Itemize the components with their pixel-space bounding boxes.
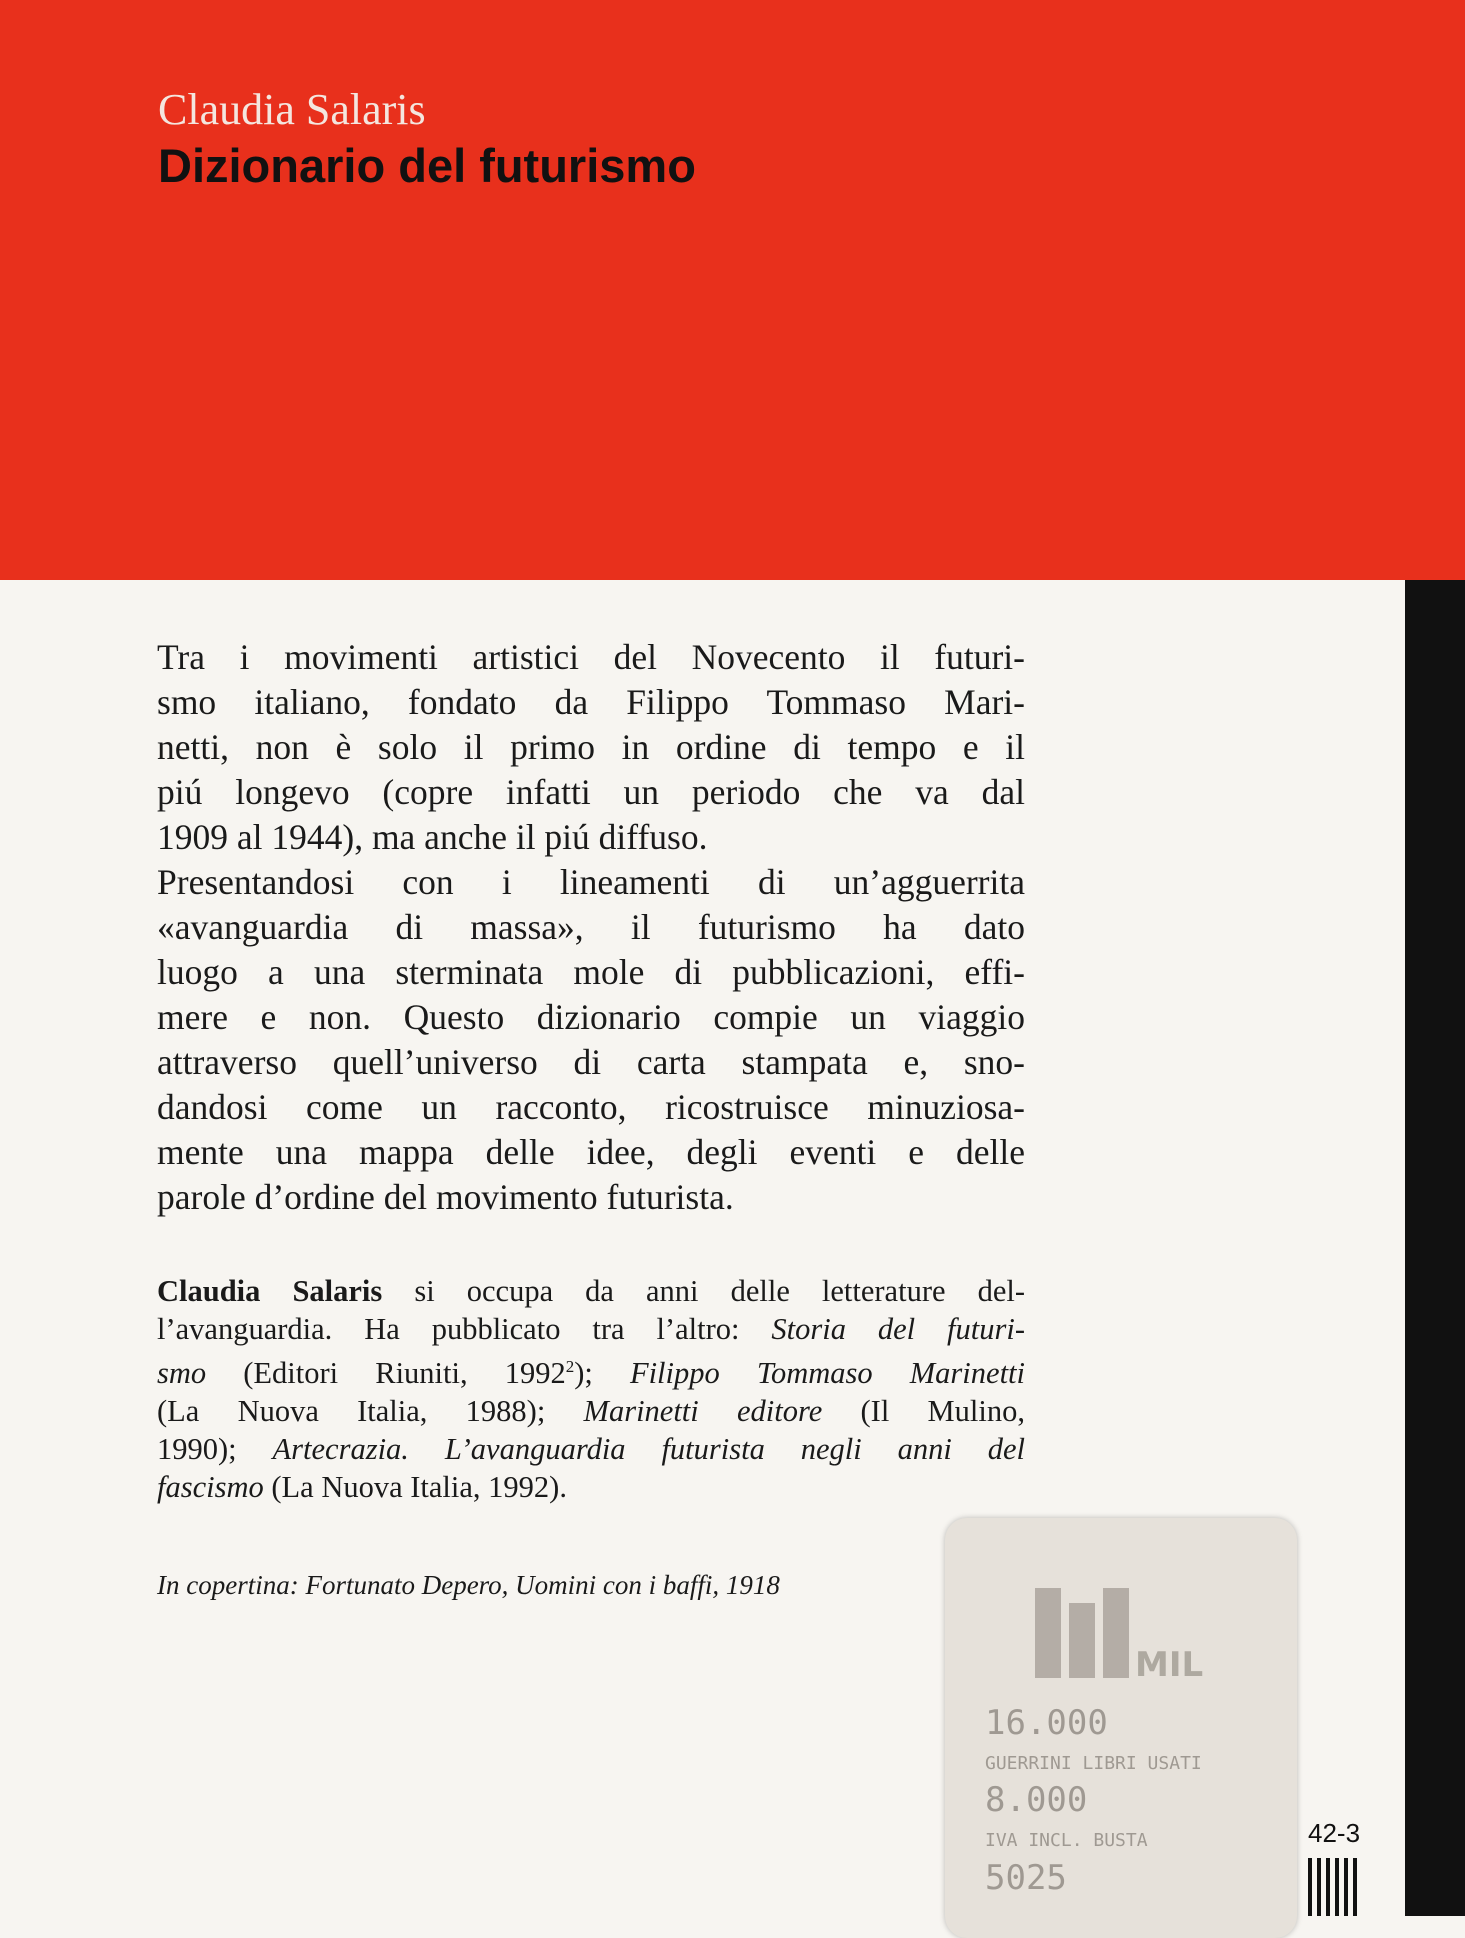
price-sticker bbox=[945, 1518, 1297, 1938]
description-line: piú longevo (copre infatti un periodo che va dal bbox=[157, 772, 1025, 812]
bio-line bbox=[157, 1272, 1025, 1310]
description-line: Tra i movimenti artistici del Novecento il futuri- bbox=[157, 637, 1025, 677]
bio-text: ); bbox=[574, 1356, 630, 1391]
description-line: dandosi come un racconto, ricostruisce minuziosa- bbox=[157, 1087, 1025, 1127]
description-line: parole d’ordine del movimento futurista. bbox=[157, 1177, 734, 1217]
description-line: Presentandosi con i lineamenti di un’agguerrita bbox=[157, 862, 1025, 902]
bio-book-title: Artecrazia. L’avanguardia futurista negli anni del bbox=[272, 1432, 1025, 1467]
bio-author-name: Claudia Salaris bbox=[157, 1274, 383, 1308]
bio-line bbox=[157, 1430, 1025, 1468]
bio-book-title: fascismo bbox=[157, 1470, 264, 1505]
bio-text: si occupa da anni delle letterature del- bbox=[382, 1274, 1025, 1308]
description-line: «avanguardia di massa», il futurismo ha dato bbox=[157, 907, 1025, 947]
bookshop-logo bbox=[1035, 1588, 1205, 1688]
description-paragraph bbox=[157, 635, 1025, 1220]
bio-book-title: Marinetti editore bbox=[583, 1394, 823, 1429]
bio-line bbox=[157, 1348, 1025, 1392]
bio-line bbox=[157, 1392, 1025, 1430]
barcode bbox=[1308, 1858, 1360, 1916]
cover-art-credit: In copertina: Fortunato Depero, Uomini con i baffi, 1918 bbox=[157, 1570, 780, 1600]
description-line: smo italiano, fondato da Filippo Tommaso Mari- bbox=[157, 682, 1025, 722]
author-bio-paragraph bbox=[157, 1272, 1025, 1506]
bio-text: l’avanguardia. Ha pubblicato tra l’altro: bbox=[157, 1312, 772, 1346]
stamp-vat-line: IVA INCL. BUSTA bbox=[985, 1830, 1148, 1851]
bio-book-title: smo bbox=[157, 1356, 207, 1391]
description-line: mente una mappa delle idee, degli eventi e delle bbox=[157, 1132, 1025, 1172]
description-line: attraverso quell’universo di carta stampata e, sno- bbox=[157, 1042, 1025, 1082]
bio-text: (Editori Riuniti, 1992 bbox=[206, 1356, 566, 1391]
stamp-price-line: 16.000 bbox=[985, 1703, 1108, 1743]
description-line: luogo a una sterminata mole di pubblicazioni, effi- bbox=[157, 952, 1025, 992]
black-spine-strip bbox=[1405, 580, 1465, 1916]
bio-line bbox=[157, 1468, 1025, 1506]
bio-text: (Il Mulino, bbox=[822, 1394, 1025, 1429]
isbn-fragment: 42-3 bbox=[1308, 1818, 1361, 1848]
description-line: netti, non è solo il primo in ordine di tempo e il bbox=[157, 727, 1025, 767]
bio-text: 1990); bbox=[157, 1432, 273, 1467]
stamp-price-line: 8.000 bbox=[985, 1780, 1088, 1820]
description-line: 1909 al 1944), ma anche il piú diffuso. bbox=[157, 817, 708, 857]
description-line: mere e non. Questo dizionario compie un viaggio bbox=[157, 997, 1025, 1037]
bio-book-title: Filippo Tommaso Marinetti bbox=[629, 1356, 1025, 1391]
edition-superscript: 2 bbox=[565, 1357, 575, 1376]
bio-text: (La Nuova Italia, 1992). bbox=[263, 1470, 567, 1505]
book-title: Dizionario del futurismo bbox=[158, 139, 696, 192]
author-name-heading: Claudia Salaris bbox=[158, 85, 426, 134]
bookshop-logo-text: MIL bbox=[1135, 1645, 1204, 1685]
bio-text: (La Nuova Italia, 1988); bbox=[157, 1394, 584, 1429]
stamp-shop-line: GUERRINI LIBRI USATI bbox=[985, 1753, 1202, 1774]
stamp-code-line: 5025 bbox=[985, 1858, 1067, 1898]
bio-line bbox=[157, 1310, 1025, 1348]
bio-book-title: Storia del futuri- bbox=[771, 1312, 1025, 1346]
